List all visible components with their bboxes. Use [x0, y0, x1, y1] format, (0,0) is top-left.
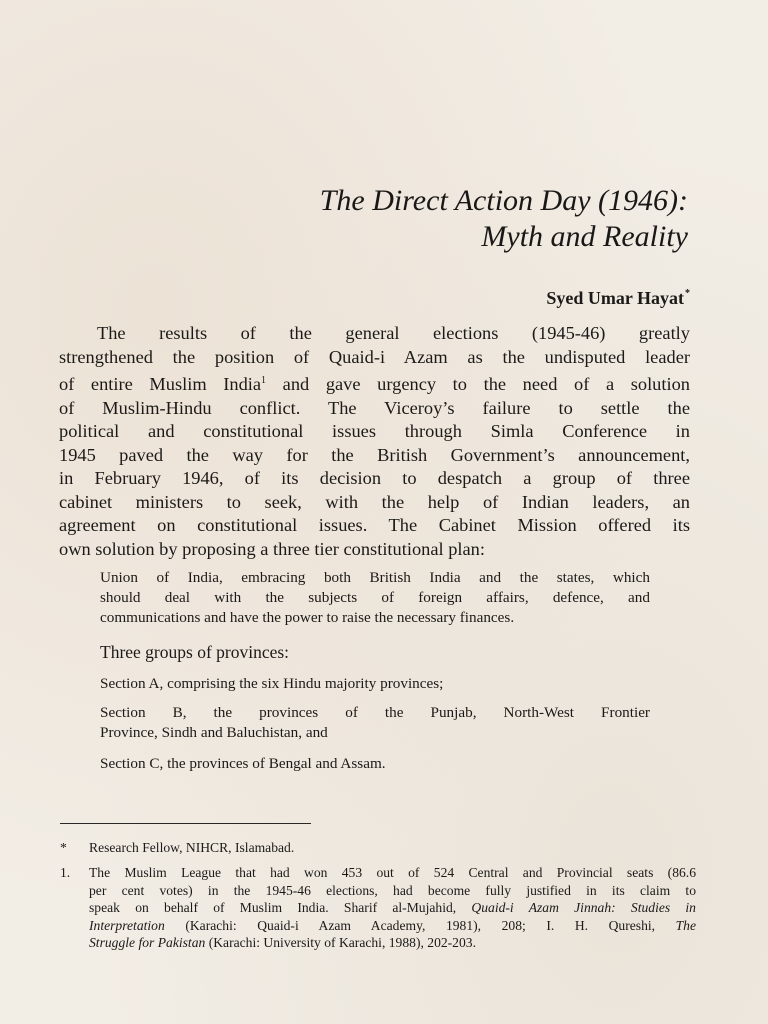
body-paragraph — [59, 322, 690, 561]
quote-line: Province, Sindh and Baluchistan, and — [100, 724, 328, 741]
body-line: cabinet ministers to seek, with the help of Indian leaders, an — [59, 491, 690, 512]
quote-line: Section B, the provinces of the Punjab, North-West Frontier — [100, 704, 650, 721]
quote-line: Section C, the provinces of Bengal and Assam. — [100, 755, 386, 772]
title-line-2: Myth and Reality — [481, 220, 688, 253]
body-line-part: of entire Muslim India — [59, 374, 262, 394]
plan-union-block — [100, 568, 650, 628]
footnote-line: The Muslim League that had won 453 out of 524 Central and Provincial seats (86.6 — [89, 865, 696, 880]
footnote-part: (Karachi: University of Karachi, 1988), 202-203. — [205, 935, 476, 951]
body-line: strengthened the position of Quaid-i Azam as the undisputed leader — [59, 346, 690, 367]
author-name — [546, 283, 690, 309]
body-line: in February 1946, of its decision to despatch a group of three — [59, 468, 690, 488]
footnote-line: per cent votes) in the 1945-46 elections, had become fully justified in its claim to — [89, 882, 696, 898]
footnote-line — [89, 917, 696, 935]
footnote-line — [89, 899, 696, 917]
footnote-text — [89, 839, 696, 857]
author-footnote-mark: * — [685, 288, 690, 299]
footnote-ref-1: 1 — [261, 375, 267, 386]
groups-heading: Three groups of provinces: — [100, 642, 290, 662]
body-line: agreement on constitutional issues. The Cabinet Mission offered its — [59, 515, 690, 535]
article-title — [168, 183, 688, 255]
quote-line: communications and have the power to raise the necessary finances. — [100, 609, 515, 626]
body-line: The results of the general elections (1945-46) greatly — [97, 323, 690, 343]
author-text: Syed Umar Hayat — [546, 288, 684, 308]
body-line: 1945 paved the way for the British Government’s announcement, — [59, 444, 690, 465]
quote-line: Union of India, embracing both British India and the states, which — [100, 569, 650, 586]
section-c — [100, 754, 650, 774]
section-a — [100, 674, 650, 694]
body-line: of Muslim-Hindu conflict. The Viceroy’s failure to settle the — [59, 397, 690, 418]
quote-line: should deal with the subjects of foreign affairs, defence, and — [100, 589, 650, 606]
body-line: political and constitutional issues through Simla Conference in — [59, 421, 690, 441]
footnote-mark: * — [60, 840, 67, 855]
section-b — [100, 703, 650, 743]
body-line: own solution by proposing a three tier constitutional plan: — [59, 538, 485, 559]
body-line-part: and gave urgency to the need of a solution — [266, 374, 690, 394]
title-line-1: The Direct Action Day (1946): — [319, 184, 688, 217]
book-title: Quaid-i Azam Jinnah: Studies in — [471, 900, 696, 916]
book-title: The — [675, 917, 696, 933]
footnote-divider — [60, 823, 311, 824]
quote-line: Section A, comprising the six Hindu majority provinces; — [100, 675, 444, 692]
footnote-line — [89, 934, 696, 952]
book-title: Struggle for Pakistan — [89, 935, 206, 951]
footnote-line: Research Fellow, NIHCR, Islamabad. — [89, 840, 295, 855]
footnote-part: speak on behalf of Muslim India. Sharif al-Mujahid, — [89, 900, 472, 916]
footnote-mark: 1. — [60, 865, 71, 880]
body-line — [59, 369, 690, 397]
footnote-text — [89, 864, 696, 952]
book-title: Interpretation — [89, 917, 165, 933]
footnote-part: (Karachi: Quaid-i Azam Academy, 1981), 208; I. H. Qureshi, — [164, 917, 676, 933]
